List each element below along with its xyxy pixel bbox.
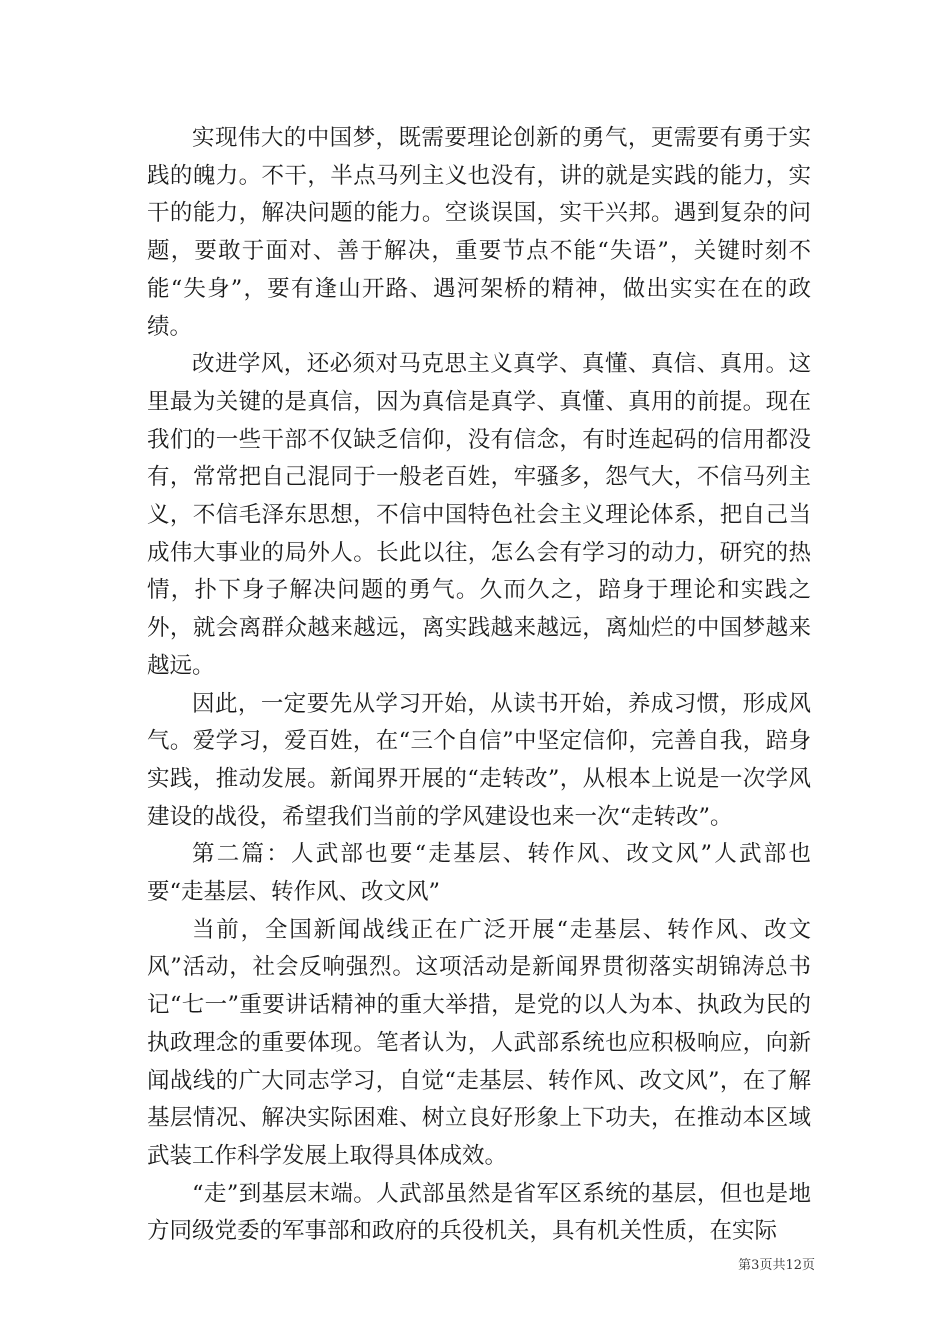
section-heading: 第二篇：人武部也要“走基层、转作风、改文风”人武部也要“走基层、转作风、改文风” <box>147 841 811 906</box>
document-body <box>147 120 811 1251</box>
paragraph-1: 实现伟大的中国梦，既需要理论创新的勇气，更需要有勇于实践的魄力。不干，半点马列主义也没有，讲的就是实践的能力，实干的能力，解决问题的能力。空谈误国，实干兴邦。遇到复杂的问题，要敢于面对、善于解决，重要节点不能“失语”，关键时刻不能“失身”，要有逢山开路、遇河架桥的精神，做出实实在在的政绩。 <box>147 125 811 340</box>
paragraph-4: 当前，全国新闻战线正在广泛开展“走基层、转作风、改文风”活动，社会反响强烈。这项活动是新闻界贯彻落实胡锦涛总书记“七一”重要讲话精神的重大举措，是党的以人为本、执政为民的执政理念的重要体现。笔者认为，人武部系统也应积极响应，向新闻战线的广大同志学习，自觉“走基层、转作风、改文风”，在了解基层情况、解决实际困难、树立良好形象上下功夫，在推动本区域武装工作科学发展上取得具体成效。 <box>147 916 811 1169</box>
paragraph-3: 因此，一定要先从学习开始，从读书开始，养成习惯，形成风气。爱学习，爱百姓，在“三个自信”中坚定信仰，完善自我，踣身实践，推动发展。新闻界开展的“走转改”，从根本上说是一次学风建设的战役，希望我们当前的学风建设也来一次“走转改”。 <box>147 690 811 830</box>
paragraph-5: “走”到基层末端。人武部虽然是省军区系统的基层，但也是地方同级党委的军事部和政府的兵役机关，具有机关性质，在实际 <box>147 1180 811 1245</box>
paragraph-2: 改进学风，还必须对马克思主义真学、真懂、真信、真用。这里最为关键的是真信，因为真信是真学、真懂、真用的前提。现在我们的一些干部不仅缺乏信仰，没有信念，有时连起码的信用都没有，常常把自己混同于一般老百姓，牢骚多，怨气大，不信马列主义，不信毛泽东思想，不信中国特色社会主义理论体系，把自己当成伟大事业的局外人。长此以往，怎么会有学习的动力，研究的热情，扑下身子解决问题的勇气。久而久之，踣身于理论和实践之外，就会离群众越来越远，离实践越来越远，离灿烂的中国梦越来越远。 <box>147 351 811 679</box>
page-number-footer: 第3页共12页 <box>738 1258 815 1273</box>
